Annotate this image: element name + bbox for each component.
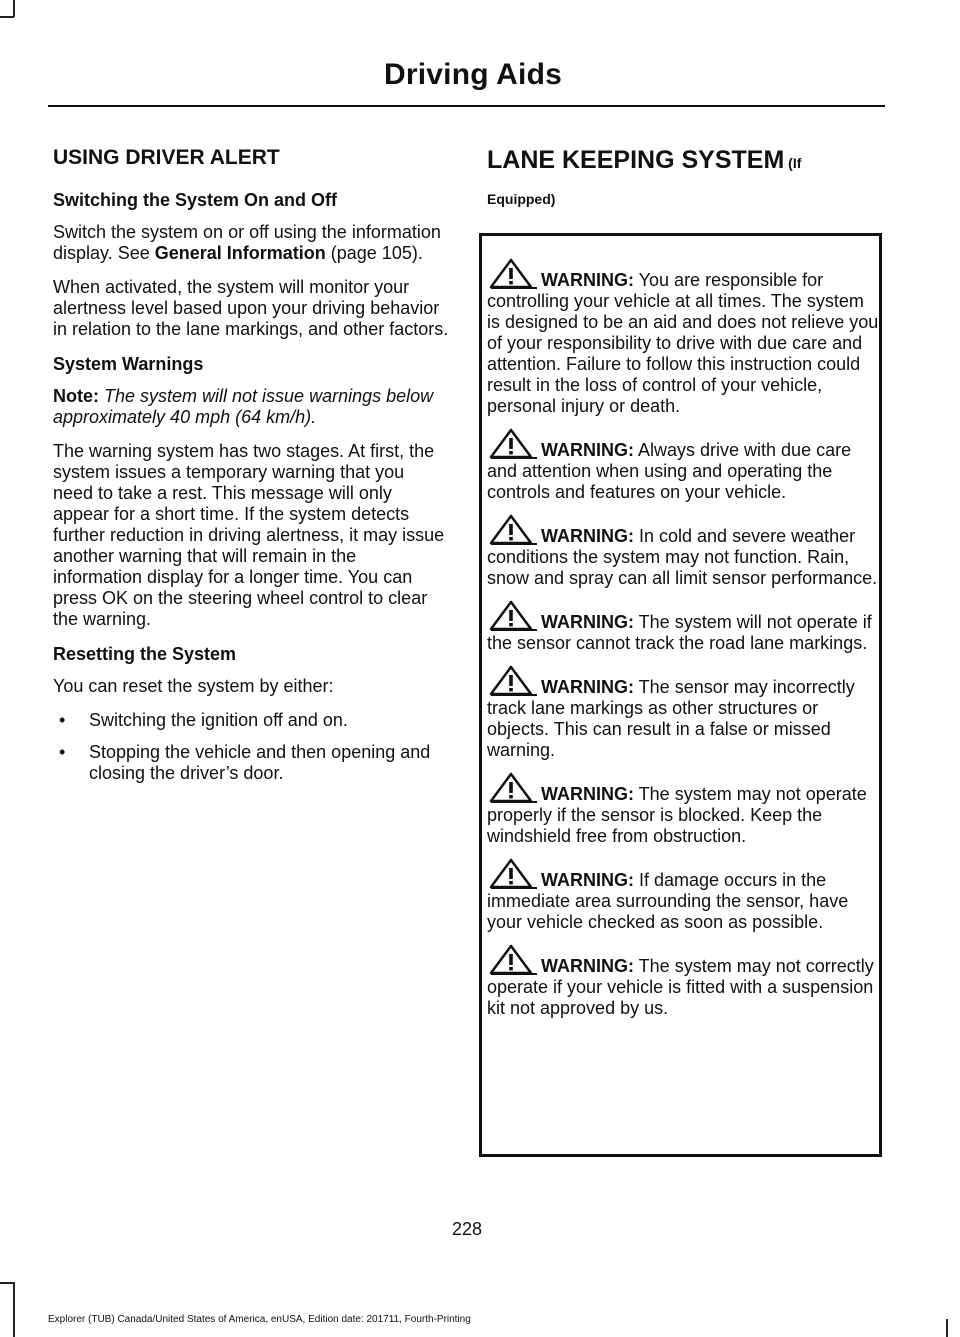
warning-text: The system may not operate properly if the sensor is blocked. Keep the windshield free from obstruction. [487, 784, 867, 846]
crop-mark-top-left-v [13, 0, 15, 17]
warning-triangle-icon [487, 608, 539, 630]
warning-item [487, 608, 881, 654]
warning-triangle-icon [487, 522, 539, 544]
warnings-list [487, 266, 881, 1038]
warning-item [487, 522, 881, 589]
warning-label: WARNING: [541, 526, 634, 546]
note-text: The system will not issue warnings below approximately 40 mph (64 km/h). [53, 386, 434, 427]
warning-label: WARNING: [541, 612, 634, 632]
warning-text: In cold and severe weather conditions the system may not function. Rain, snow and spray can all limit sensor performance. [487, 526, 878, 588]
warning-text: If damage occurs in the immediate area surrounding the sensor, have your vehicle checked as soon as possible. [487, 870, 849, 932]
warning-triangle-icon [487, 866, 539, 888]
warning-text: The sensor may incorrectly track lane markings as other structures or objects. This can result in a false or missed warning. [487, 677, 855, 760]
crop-mark-top-left-h [0, 16, 14, 18]
warning-text: The system may not correctly operate if your vehicle is fitted with a suspension kit not approved by us. [487, 956, 874, 1018]
note-paragraph [53, 386, 449, 428]
header-divider [48, 105, 885, 107]
reset-options-list [53, 710, 449, 784]
warning-label: WARNING: [541, 270, 634, 290]
switching-heading: Switching the System On and Off [53, 190, 338, 210]
note-label: Note: [53, 386, 99, 406]
warning-text: You are responsible for controlling your vehicle at all times. The system is designed to be an aid and does not relieve you of your responsibility to drive with due care and attention. Failure to follow this instruction could result in the loss of control of your vehicle, personal injury or death. [487, 270, 879, 416]
warning-item [487, 266, 881, 417]
bullet: • [59, 742, 66, 762]
lane-keeping-heading: LANE KEEPING SYSTEM (If [487, 146, 802, 174]
warning-label: WARNING: [541, 784, 634, 804]
resetting-paragraph: You can reset the system by either: [53, 676, 334, 696]
driver-alert-heading: USING DRIVER ALERT [53, 146, 280, 169]
crop-mark-bottom-left-v [13, 1282, 15, 1337]
warning-label: WARNING: [541, 870, 634, 890]
switching-paragraph-2: When activated, the system will monitor your alertness level based upon your driving behavior in relation to the lane markings, and other factors. [53, 277, 449, 339]
warning-triangle-icon [487, 780, 539, 802]
bullet: • [59, 710, 66, 730]
switching-text: Switch the system on or off using the information display. See [53, 222, 441, 263]
list-item: • Stopping the vehicle and then opening and closing the driver’s door. [59, 742, 431, 783]
footer-edition-info: Explorer (TUB) Canada/United States of America, enUSA, Edition date: 201711, Fourth-Printing [48, 1314, 471, 1325]
resetting-heading: Resetting the System [53, 644, 237, 664]
warning-triangle-icon [487, 952, 539, 974]
warning-label: WARNING: [541, 677, 634, 697]
warnings-paragraph: The warning system has two stages. At first, the system issues a temporary warning that you need to take a rest. This message will only appear for a short time. If the system detects further reduction in driving alertness, it may issue another warning that will remain in the information display for a longer time. You can press OK on the steering wheel control to clear the warning. [53, 441, 445, 629]
warning-triangle-icon [487, 436, 539, 458]
page-number: 228 [451, 1219, 483, 1239]
warning-triangle-icon [487, 266, 539, 288]
general-information-link[interactable]: General Information [154, 243, 326, 263]
warning-item [487, 436, 881, 503]
warning-item [487, 866, 881, 933]
switching-paragraph-1 [53, 222, 449, 264]
warning-item [487, 952, 881, 1019]
warning-label: WARNING: [541, 956, 634, 976]
heading-suffix: (If [784, 155, 802, 171]
warning-triangle-icon [487, 673, 539, 695]
page-reference: (page 105). [325, 243, 423, 263]
heading-suffix-continued: Equipped) [487, 191, 556, 207]
list-item: • Switching the ignition off and on. [59, 710, 348, 730]
warning-text: The system will not operate if the sensor cannot track the road lane markings. [487, 612, 872, 653]
crop-mark-bottom-left-h [0, 1282, 14, 1284]
section-title: Driving Aids [384, 58, 562, 91]
warning-item [487, 780, 881, 847]
left-column [53, 145, 449, 795]
right-column-heading [487, 145, 887, 208]
warning-item [487, 673, 881, 761]
crop-mark-bottom-right-v [946, 1319, 948, 1337]
warning-label: WARNING: [541, 440, 634, 460]
system-warnings-heading: System Warnings [53, 354, 204, 374]
warning-text: Always drive with due care and attention when using and operating the controls and features on your vehicle. [487, 440, 852, 502]
